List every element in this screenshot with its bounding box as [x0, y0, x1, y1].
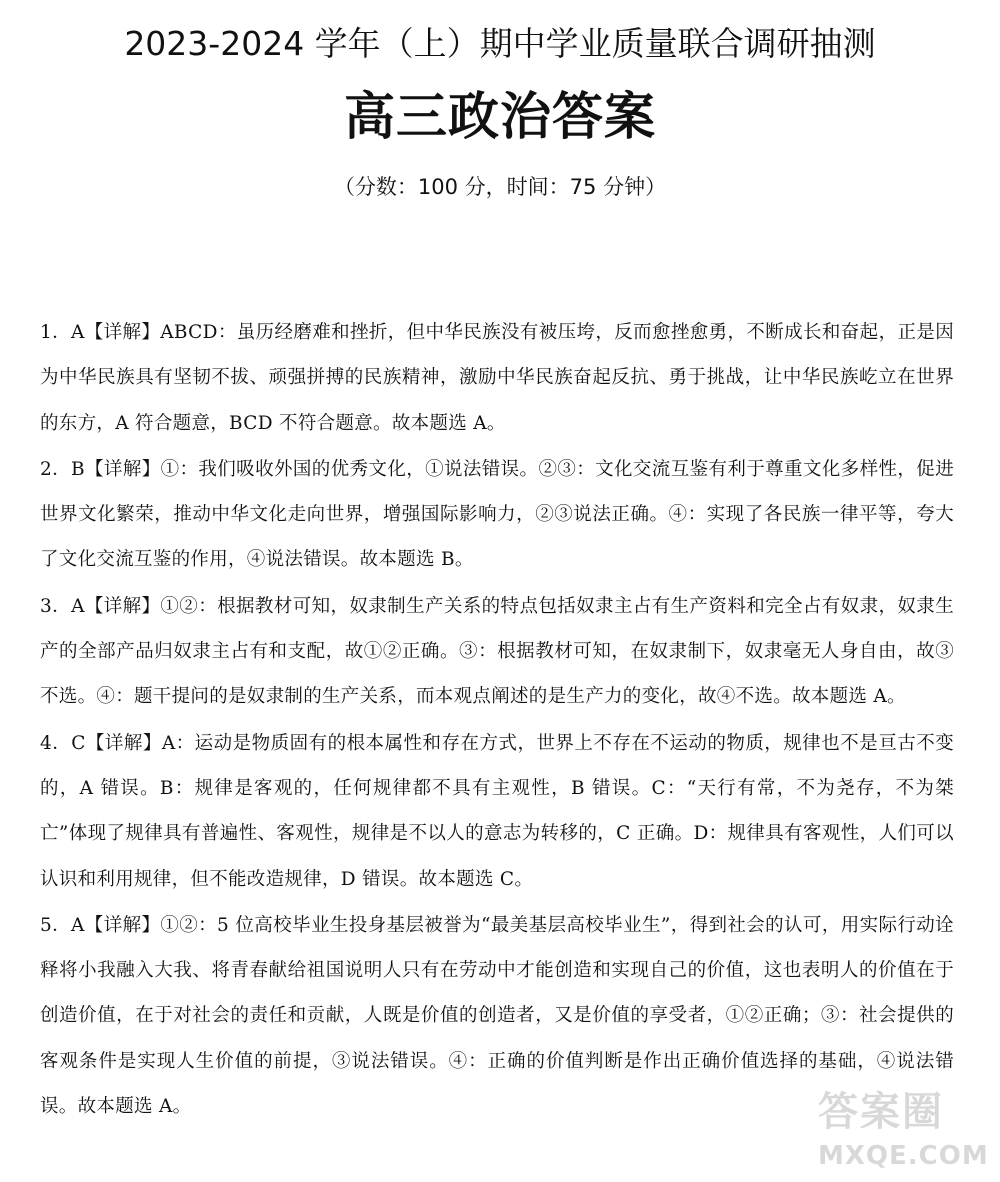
- answer-item-4: 4．C【详解】A：运动是物质固有的根本属性和存在方式，世界上不存在不运动的物质，规律也不是亘古不变的，A 错误。B：规律是客观的，任何规律都不具有主观性，B 错误。C：“天行有常，不为尧存，不为桀亡”体现了规律具有普遍性、客观性，规律是不以人的意志为转移的，C 正确。D：规律具有客观性，人们可以认识和利用规律，但不能改造规律，D 错误。故本题选 C。: [40, 732, 954, 890]
- answer-list: [40, 310, 954, 1130]
- exam-title: 2023-2024 学年（上）期中学业质量联合调研抽测: [124, 24, 876, 63]
- answer-item-3: 3．A【详解】①②：根据教材可知，奴隶制生产关系的特点包括奴隶主占有生产资料和完全占有奴隶，奴隶生产的全部产品归奴隶主占有和支配，故①②正确。③：根据教材可知，在奴隶制下，奴隶毫无人身自由，故③不选。④：题干提问的是奴隶制的生产关系，而本观点阐述的是生产力的变化，故④不选。故本题选 A。: [40, 595, 954, 708]
- exam-info: （分数：100 分，时间：75 分钟）: [333, 175, 667, 199]
- watermark-bottom-text: MXQE.COM: [818, 1141, 989, 1171]
- watermark-top-text: 答案圈: [818, 1089, 944, 1135]
- answer-item-5: 5．A【详解】①②：5 位高校毕业生投身基层被誉为“最美基层高校毕业生”，得到社会的认可，用实际行动诠释将小我融入大我、将青春献给祖国说明人只有在劳动中才能创造和实现自己的价值，这也表明人的价值在于创造价值，在于对社会的责任和贡献，人既是价值的创造者，又是价值的享受者，①②正确；③：社会提供的客观条件是实现人生价值的前提，③说法错误。④：正确的价值判断是作出正确价值选择的基础，④说法错误。故本题选 A。: [40, 914, 954, 1118]
- watermark-logo: [818, 1088, 988, 1178]
- main-title: 高三政治答案: [343, 88, 656, 147]
- answer-item-2: 2．B【详解】①：我们吸收外国的优秀文化，①说法错误。②③：文化交流互鉴有利于尊重文化多样性，促进世界文化繁荣，推动中华文化走向世界，增强国际影响力，②③说法正确。④：实现了各民族一律平等，夸大了文化交流互鉴的作用，④说法错误。故本题选 B。: [40, 458, 954, 571]
- answer-item-1: 1．A【详解】ABCD：虽历经磨难和挫折，但中华民族没有被压垮，反而愈挫愈勇，不断成长和奋起，正是因为中华民族具有坚韧不拔、顽强拼搏的民族精神，激励中华民族奋起反抗、勇于挑战，让中华民族屹立在世界的东方，A 符合题意，BCD 不符合题意。故本题选 A。: [40, 322, 954, 434]
